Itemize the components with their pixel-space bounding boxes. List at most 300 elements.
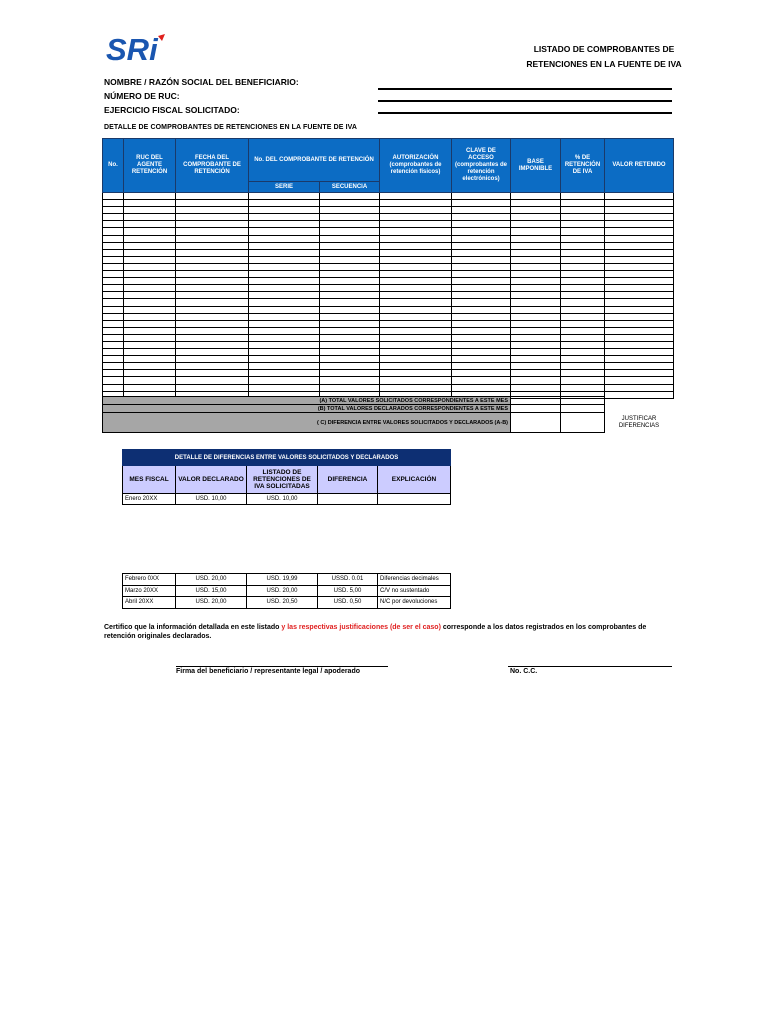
table-cell[interactable] (103, 285, 124, 292)
table-cell[interactable] (380, 235, 452, 242)
table-cell[interactable] (320, 349, 380, 356)
table-cell[interactable] (452, 299, 511, 306)
table-cell[interactable] (380, 306, 452, 313)
table-cell[interactable] (124, 249, 176, 256)
table-cell[interactable] (249, 356, 320, 363)
table-cell[interactable] (176, 221, 249, 228)
table-cell[interactable] (380, 278, 452, 285)
table-cell[interactable] (249, 313, 320, 320)
table-cell[interactable] (176, 384, 249, 391)
table-cell[interactable] (103, 200, 124, 207)
table-cell[interactable] (320, 313, 380, 320)
table-cell[interactable] (249, 200, 320, 207)
table-cell[interactable] (176, 377, 249, 384)
table-cell[interactable] (605, 356, 674, 363)
cell-diferencia: USSD. 0.01 (318, 574, 378, 586)
table-cell[interactable] (561, 249, 605, 256)
table-cell[interactable] (605, 193, 674, 200)
table-cell[interactable] (561, 292, 605, 299)
table-cell[interactable] (249, 363, 320, 370)
total-b-base[interactable] (511, 405, 561, 413)
table-cell[interactable] (249, 327, 320, 334)
table-cell[interactable] (103, 207, 124, 214)
table-cell[interactable] (320, 193, 380, 200)
table-cell[interactable] (511, 384, 561, 391)
table-cell[interactable] (380, 349, 452, 356)
table-cell[interactable] (320, 341, 380, 348)
table-cell[interactable] (561, 377, 605, 384)
table-cell[interactable] (103, 256, 124, 263)
table-cell[interactable] (511, 193, 561, 200)
table-cell[interactable] (561, 320, 605, 327)
total-b-pct[interactable] (561, 405, 605, 413)
table-cell[interactable] (249, 285, 320, 292)
table-cell[interactable] (452, 235, 511, 242)
table-cell[interactable] (511, 306, 561, 313)
table-cell[interactable] (103, 327, 124, 334)
signature-label: Firma del beneficiario / representante legal / apoderado (176, 668, 360, 675)
table-cell[interactable] (320, 256, 380, 263)
table-cell[interactable] (176, 235, 249, 242)
table-cell[interactable] (176, 299, 249, 306)
table-cell[interactable] (561, 327, 605, 334)
table-cell[interactable] (511, 363, 561, 370)
table-cell[interactable] (511, 263, 561, 270)
table-cell[interactable] (176, 249, 249, 256)
table-cell[interactable] (103, 221, 124, 228)
total-a-pct[interactable] (561, 397, 605, 405)
table-cell[interactable] (249, 320, 320, 327)
table-cell[interactable] (380, 200, 452, 207)
table-cell[interactable] (511, 292, 561, 299)
table-cell[interactable] (452, 377, 511, 384)
table-cell[interactable] (605, 363, 674, 370)
table-cell[interactable] (605, 249, 674, 256)
table-cell[interactable] (511, 313, 561, 320)
table-cell[interactable] (561, 221, 605, 228)
table-cell[interactable] (176, 327, 249, 334)
table-cell[interactable] (124, 334, 176, 341)
table-cell[interactable] (124, 370, 176, 377)
table-cell[interactable] (605, 370, 674, 377)
table-cell[interactable] (103, 263, 124, 270)
table-cell[interactable] (176, 263, 249, 270)
table-cell[interactable] (452, 249, 511, 256)
table-cell[interactable] (176, 363, 249, 370)
table-cell[interactable] (452, 341, 511, 348)
table-cell[interactable] (124, 292, 176, 299)
table-cell[interactable] (176, 214, 249, 221)
table-cell[interactable] (605, 334, 674, 341)
table-cell[interactable] (380, 221, 452, 228)
table-cell[interactable] (249, 334, 320, 341)
table-cell[interactable] (249, 306, 320, 313)
table-cell[interactable] (176, 313, 249, 320)
table-cell[interactable] (320, 271, 380, 278)
table-cell[interactable] (176, 278, 249, 285)
table-cell[interactable] (605, 299, 674, 306)
table-cell[interactable] (249, 341, 320, 348)
table-cell[interactable] (511, 341, 561, 348)
table-cell[interactable] (561, 370, 605, 377)
table-cell[interactable] (103, 214, 124, 221)
ejercicio-field-line[interactable] (378, 112, 672, 114)
table-cell[interactable] (380, 207, 452, 214)
table-cell[interactable] (124, 363, 176, 370)
table-cell[interactable] (249, 235, 320, 242)
table-cell[interactable] (103, 341, 124, 348)
table-cell[interactable] (124, 235, 176, 242)
table-cell[interactable] (452, 228, 511, 235)
table-cell[interactable] (103, 349, 124, 356)
signature-line[interactable] (176, 666, 388, 667)
table-cell[interactable] (320, 207, 380, 214)
table-cell[interactable] (380, 242, 452, 249)
table-cell[interactable] (103, 299, 124, 306)
table-cell[interactable] (103, 356, 124, 363)
table-cell[interactable] (249, 249, 320, 256)
table-cell[interactable] (320, 235, 380, 242)
table-cell[interactable] (103, 306, 124, 313)
table-cell[interactable] (124, 320, 176, 327)
table-cell[interactable] (380, 249, 452, 256)
table-cell[interactable] (124, 349, 176, 356)
table-cell[interactable] (511, 235, 561, 242)
table-cell[interactable] (452, 370, 511, 377)
table-cell[interactable] (561, 200, 605, 207)
table-cell[interactable] (561, 349, 605, 356)
table-cell[interactable] (249, 221, 320, 228)
table-cell[interactable] (452, 306, 511, 313)
table-cell[interactable] (249, 299, 320, 306)
table-cell[interactable] (380, 327, 452, 334)
table-cell[interactable] (605, 235, 674, 242)
table-cell[interactable] (249, 377, 320, 384)
table-row (103, 377, 674, 384)
table-cell[interactable] (320, 249, 380, 256)
table-cell[interactable] (511, 334, 561, 341)
table-cell[interactable] (452, 207, 511, 214)
table-cell[interactable] (380, 292, 452, 299)
table-cell[interactable] (511, 249, 561, 256)
table-cell[interactable] (124, 341, 176, 348)
table-cell[interactable] (511, 356, 561, 363)
table-cell[interactable] (124, 193, 176, 200)
table-cell[interactable] (249, 292, 320, 299)
table-cell[interactable] (380, 334, 452, 341)
table-cell[interactable] (176, 320, 249, 327)
table-cell[interactable] (249, 242, 320, 249)
table-cell[interactable] (249, 384, 320, 391)
table-cell[interactable] (103, 370, 124, 377)
table-cell[interactable] (320, 221, 380, 228)
total-a-base[interactable] (511, 397, 561, 405)
table-cell[interactable] (320, 200, 380, 207)
table-cell[interactable] (511, 271, 561, 278)
table-cell[interactable] (380, 271, 452, 278)
total-a-label: (A) TOTAL VALORES SOLICITADOS CORRESPONDIENTES A ESTE MES (103, 397, 511, 405)
table-cell[interactable] (561, 334, 605, 341)
table-cell[interactable] (511, 278, 561, 285)
table-cell[interactable] (103, 278, 124, 285)
table-cell[interactable] (176, 242, 249, 249)
table-cell[interactable] (320, 263, 380, 270)
table-cell[interactable] (176, 356, 249, 363)
table-cell[interactable] (103, 292, 124, 299)
col-valor-retenido: VALOR RETENIDO (605, 139, 674, 193)
table-cell[interactable] (124, 356, 176, 363)
table-cell[interactable] (605, 349, 674, 356)
table-cell[interactable] (380, 299, 452, 306)
logo-text: SRi (106, 32, 158, 66)
table-cell[interactable] (452, 214, 511, 221)
table-cell[interactable] (103, 242, 124, 249)
table-cell[interactable] (176, 370, 249, 377)
table-cell[interactable] (103, 249, 124, 256)
table-cell[interactable] (452, 193, 511, 200)
table-cell[interactable] (380, 320, 452, 327)
table-cell[interactable] (176, 306, 249, 313)
table-cell[interactable] (605, 221, 674, 228)
table-cell[interactable] (320, 228, 380, 235)
table-cell[interactable] (103, 271, 124, 278)
table-cell[interactable] (380, 313, 452, 320)
table-cell[interactable] (249, 278, 320, 285)
table-cell[interactable] (511, 200, 561, 207)
table-cell[interactable] (605, 292, 674, 299)
table-cell[interactable] (176, 341, 249, 348)
table-cell[interactable] (176, 271, 249, 278)
table-cell[interactable] (124, 327, 176, 334)
table-cell[interactable] (452, 278, 511, 285)
table-cell[interactable] (605, 327, 674, 334)
table-cell[interactable] (176, 200, 249, 207)
table-cell[interactable] (249, 349, 320, 356)
table-cell[interactable] (561, 384, 605, 391)
table-cell[interactable] (561, 356, 605, 363)
table-cell[interactable] (452, 313, 511, 320)
table-cell[interactable] (511, 207, 561, 214)
table-cell[interactable] (380, 370, 452, 377)
table-cell[interactable] (124, 384, 176, 391)
total-c-base[interactable] (511, 413, 561, 433)
table-cell[interactable] (511, 242, 561, 249)
table-row (103, 256, 674, 263)
table-cell[interactable] (124, 228, 176, 235)
table-cell[interactable] (605, 285, 674, 292)
table-cell[interactable] (176, 292, 249, 299)
table-cell[interactable] (380, 356, 452, 363)
table-cell[interactable] (561, 256, 605, 263)
table-cell[interactable] (511, 214, 561, 221)
table-cell[interactable] (249, 228, 320, 235)
table-cell[interactable] (452, 200, 511, 207)
table-cell[interactable] (605, 228, 674, 235)
table-cell[interactable] (511, 285, 561, 292)
table-cell[interactable] (176, 207, 249, 214)
table-cell[interactable] (124, 271, 176, 278)
table-cell[interactable] (380, 256, 452, 263)
table-cell[interactable] (561, 306, 605, 313)
table-cell[interactable] (605, 313, 674, 320)
table-cell[interactable] (124, 263, 176, 270)
table-cell[interactable] (320, 327, 380, 334)
table-cell[interactable] (320, 292, 380, 299)
table-cell[interactable] (124, 278, 176, 285)
table-cell[interactable] (605, 377, 674, 384)
table-cell[interactable] (103, 334, 124, 341)
table-cell[interactable] (452, 221, 511, 228)
table-cell[interactable] (561, 214, 605, 221)
table-cell[interactable] (452, 349, 511, 356)
table-cell[interactable] (605, 384, 674, 391)
table-cell[interactable] (103, 384, 124, 391)
table-cell[interactable] (103, 377, 124, 384)
table-cell[interactable] (605, 341, 674, 348)
table-cell[interactable] (605, 306, 674, 313)
table-cell[interactable] (605, 278, 674, 285)
total-c-pct[interactable] (561, 413, 605, 433)
table-cell[interactable] (452, 271, 511, 278)
table-cell[interactable] (124, 200, 176, 207)
table-cell[interactable] (561, 242, 605, 249)
table-cell[interactable] (452, 363, 511, 370)
table-cell[interactable] (380, 214, 452, 221)
table-cell[interactable] (124, 207, 176, 214)
table-cell[interactable] (320, 384, 380, 391)
cc-line[interactable] (508, 666, 672, 667)
table-cell[interactable] (320, 377, 380, 384)
table-cell[interactable] (249, 207, 320, 214)
table-cell[interactable] (320, 363, 380, 370)
table-cell[interactable] (561, 228, 605, 235)
table-cell[interactable] (124, 299, 176, 306)
table-cell[interactable] (561, 299, 605, 306)
table-cell[interactable] (452, 242, 511, 249)
table-cell[interactable] (452, 256, 511, 263)
table-cell[interactable] (103, 193, 124, 200)
table-cell[interactable] (380, 363, 452, 370)
table-cell[interactable] (320, 278, 380, 285)
table-cell[interactable] (176, 285, 249, 292)
table-cell[interactable] (103, 313, 124, 320)
table-cell[interactable] (452, 263, 511, 270)
table-cell[interactable] (103, 235, 124, 242)
table-cell[interactable] (511, 221, 561, 228)
table-cell[interactable] (605, 242, 674, 249)
table-cell[interactable] (124, 285, 176, 292)
table-cell[interactable] (124, 214, 176, 221)
table-cell[interactable] (380, 285, 452, 292)
table-cell[interactable] (380, 384, 452, 391)
table-cell[interactable] (320, 356, 380, 363)
table-cell[interactable] (561, 363, 605, 370)
table-cell[interactable] (249, 256, 320, 263)
table-cell[interactable] (249, 263, 320, 270)
table-cell[interactable] (176, 228, 249, 235)
table-cell[interactable] (561, 207, 605, 214)
ruc-field-line[interactable] (378, 100, 672, 102)
table-cell[interactable] (511, 327, 561, 334)
table-cell[interactable] (452, 285, 511, 292)
table-cell[interactable] (605, 256, 674, 263)
table-cell[interactable] (511, 299, 561, 306)
table-cell[interactable] (452, 327, 511, 334)
table-cell[interactable] (380, 193, 452, 200)
table-cell[interactable] (605, 263, 674, 270)
table-cell[interactable] (320, 285, 380, 292)
table-cell[interactable] (380, 263, 452, 270)
table-cell[interactable] (605, 200, 674, 207)
table-cell[interactable] (176, 334, 249, 341)
table-cell[interactable] (605, 214, 674, 221)
cell-listado: USD. 19,99 (247, 574, 318, 586)
table-cell[interactable] (124, 306, 176, 313)
table-cell[interactable] (124, 377, 176, 384)
table-cell[interactable] (452, 320, 511, 327)
table-cell[interactable] (380, 228, 452, 235)
table-cell[interactable] (511, 228, 561, 235)
table-cell[interactable] (561, 263, 605, 270)
table-cell[interactable] (124, 242, 176, 249)
table-cell[interactable] (561, 278, 605, 285)
table-cell[interactable] (176, 256, 249, 263)
table-cell[interactable] (561, 271, 605, 278)
table-cell[interactable] (511, 320, 561, 327)
table-cell[interactable] (249, 214, 320, 221)
table-cell[interactable] (249, 370, 320, 377)
table-cell[interactable] (561, 193, 605, 200)
table-cell[interactable] (320, 242, 380, 249)
table-cell[interactable] (605, 320, 674, 327)
table-cell[interactable] (511, 256, 561, 263)
table-cell[interactable] (103, 228, 124, 235)
table-cell[interactable] (605, 391, 674, 398)
table-cell[interactable] (561, 313, 605, 320)
table-cell[interactable] (124, 256, 176, 263)
table-cell[interactable] (511, 377, 561, 384)
table-cell[interactable] (561, 285, 605, 292)
table-cell[interactable] (320, 370, 380, 377)
table-cell[interactable] (124, 313, 176, 320)
table-cell[interactable] (561, 341, 605, 348)
table-cell[interactable] (176, 193, 249, 200)
table-cell[interactable] (452, 356, 511, 363)
table-cell[interactable] (605, 207, 674, 214)
table-cell[interactable] (320, 334, 380, 341)
table-cell[interactable] (320, 299, 380, 306)
table-cell[interactable] (249, 271, 320, 278)
nombre-field-line[interactable] (378, 88, 672, 90)
table-cell[interactable] (380, 377, 452, 384)
table-cell[interactable] (103, 363, 124, 370)
table-cell[interactable] (511, 370, 561, 377)
table-cell[interactable] (176, 349, 249, 356)
table-cell[interactable] (452, 292, 511, 299)
table-cell[interactable] (249, 193, 320, 200)
table-cell[interactable] (511, 349, 561, 356)
table-cell[interactable] (320, 306, 380, 313)
table-cell[interactable] (103, 320, 124, 327)
table-cell[interactable] (320, 214, 380, 221)
table-cell[interactable] (452, 384, 511, 391)
table-cell[interactable] (561, 235, 605, 242)
table-cell[interactable] (124, 221, 176, 228)
table-cell[interactable] (605, 271, 674, 278)
table-cell[interactable] (320, 320, 380, 327)
table-cell[interactable] (452, 334, 511, 341)
table-cell[interactable] (380, 341, 452, 348)
